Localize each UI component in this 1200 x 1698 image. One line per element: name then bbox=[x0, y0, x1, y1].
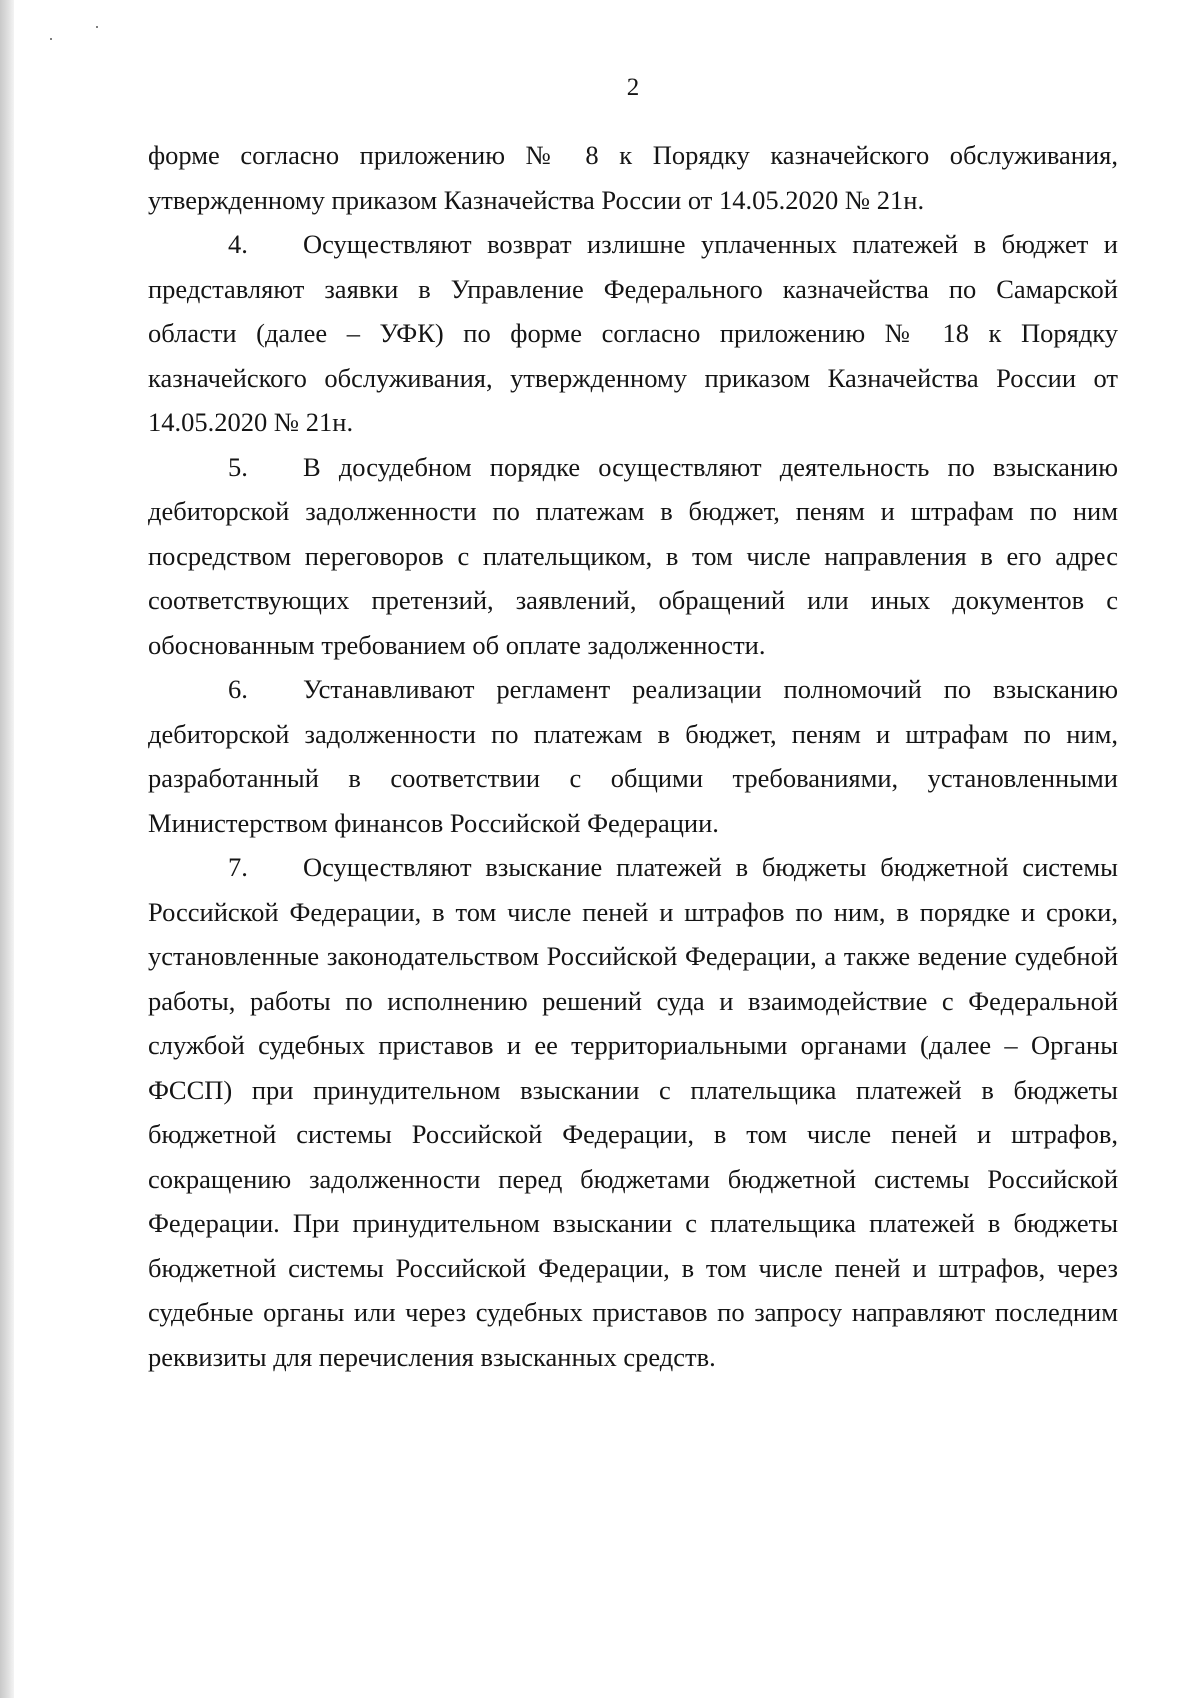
item-number: 7. bbox=[228, 852, 248, 882]
paragraph-text: В досудебном порядке осуществляют деятельность по взысканию дебиторской задолженности по платежам в бюджет, пеням и штрафам по ним посредством переговоров с плательщиком, в том числе направления в его адрес соответствующих претензий, заявлений, обращений или иных документов с обоснованным требованием об оплате задолженности. bbox=[148, 451, 1118, 660]
scan-speck bbox=[50, 38, 52, 40]
paragraph-text: форме согласно приложению № 8 к Порядку казначейского обслуживания, утвержденному приказом Казначейства России от 14.05.2020 № 21н. bbox=[148, 140, 1118, 215]
paragraph-text: Осуществляют взыскание платежей в бюджеты бюджетной системы Российской Федерации, в том числе пеней и штрафов по ним, в порядке и сроки, установленные законодательством Российской Федерации, а также ведение судебной работы, работы по исполнению решений суда и взаимодействие с Федеральной службой судебных приставов и ее территориальными органами (далее – Органы ФССП) при принудительном взыскании с плательщика платежей в бюджеты бюджетной системы Российской Федерации, в том числе пеней и штрафов, сокращению задолженности перед бюджетами бюджетной системы Российской Федерации. При принудительном взыскании с плательщика платежей в бюджеты бюджетной системы Российской Федерации, в том числе пеней и штрафов, через судебные органы или через судебных приставов по запросу направляют последним реквизиты для перечисления взысканных средств. bbox=[148, 852, 1118, 1372]
item-number: 5. bbox=[228, 451, 248, 482]
page-number: 2 bbox=[626, 74, 640, 101]
document-body bbox=[148, 133, 1118, 1379]
paragraph-item-5 bbox=[148, 445, 1118, 668]
scan-speck bbox=[96, 26, 98, 28]
item-number: 4. bbox=[228, 229, 248, 259]
scan-edge-shadow bbox=[0, 0, 14, 1698]
paragraph-item-7 bbox=[148, 845, 1118, 1379]
paragraph-continuation bbox=[148, 133, 1118, 222]
paragraph-text: Устанавливают регламент реализации полномочий по взысканию дебиторской задолженности по платежам в бюджет, пеням и штрафам по ним, разработанный в соответствии с общими требованиями, установленными Министерством финансов Российской Федерации. bbox=[148, 674, 1118, 838]
item-number: 6. bbox=[228, 674, 248, 704]
paragraph-text: Осуществляют возврат излишне уплаченных платежей в бюджет и представляют заявки в Управление Федерального казначейства по Самарской области (далее – УФК) по форме согласно приложению № 18 к Порядку казначейского обслуживания, утвержденному приказом Казначейства России от 14.05.2020 № 21н. bbox=[148, 229, 1118, 437]
paragraph-item-4 bbox=[148, 222, 1118, 445]
paragraph-item-6 bbox=[148, 667, 1118, 845]
